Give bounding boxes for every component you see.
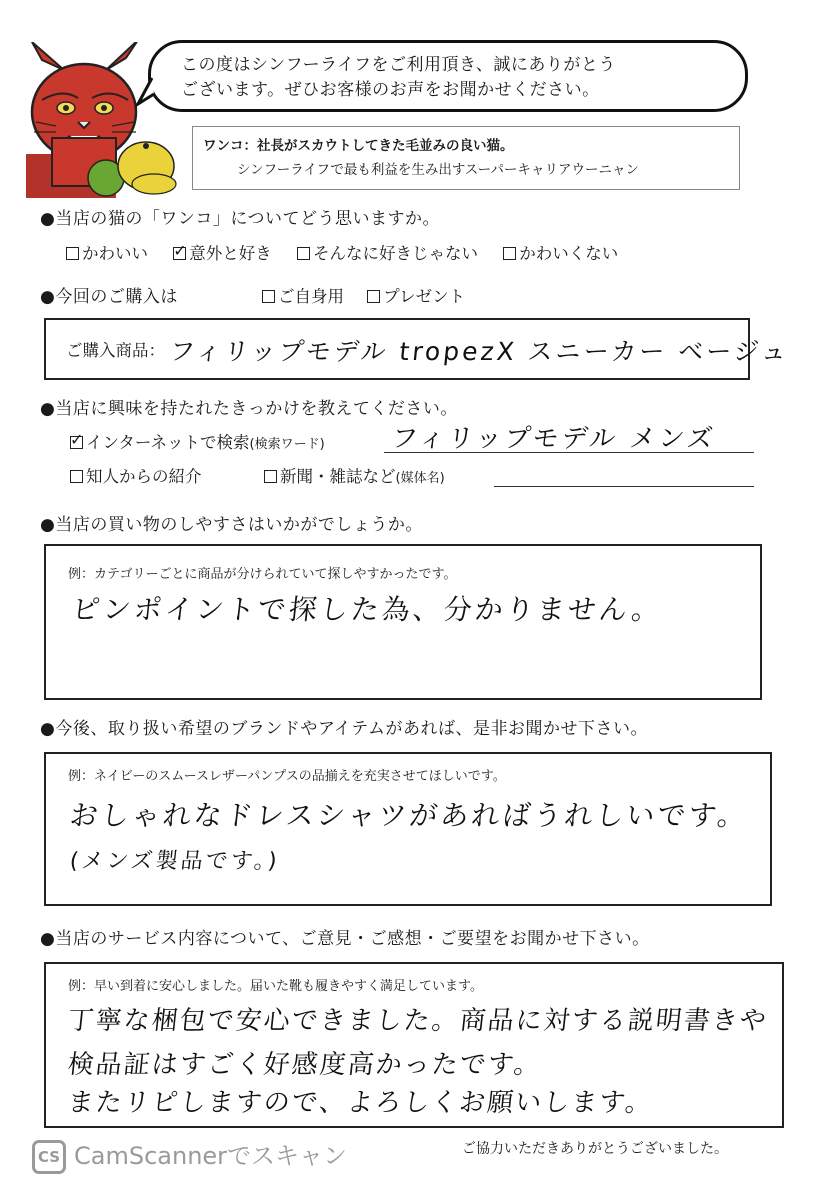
q1-option-cute[interactable]: かわいい (66, 244, 148, 263)
q3-question: ●当店に興味を持たれたきっかけを教えてください。 (40, 399, 458, 419)
q3-option-media[interactable]: 新聞・雑誌など(媒体名) (264, 466, 445, 490)
q2-options (262, 286, 465, 308)
q4-question: ●当店の買い物のしやすさはいかがでしょうか。 (40, 515, 423, 535)
thanks-text: ご協力いただきありがとうございました。 (462, 1141, 728, 1157)
q6-answer-box[interactable] (44, 962, 784, 1128)
greeting-line-1: この度はシンフーライフをご利用頂き、誠にありがとう (181, 55, 616, 75)
mascot-intro-box (192, 126, 740, 190)
product-label: ご購入商品： (66, 341, 165, 360)
greeting-bubble (148, 40, 748, 112)
q5-example: 例：ネイビーのスムースレザーパンプスの品揃えを充実させてほしいです。 (68, 769, 506, 784)
greeting-line-2: ございます。ぜひお客様のお声をお聞かせください。 (181, 80, 600, 100)
q4-answer: ピンポイントで探した為、分かりません。 (70, 593, 665, 626)
q6-answer-line-2: 検品証はすごく好感度高かったです。 (66, 1050, 544, 1080)
q1-option-not-like[interactable]: そんなに好きじゃない (297, 244, 478, 263)
camscanner-watermark (32, 1136, 347, 1174)
q5-answer-line-1: おしゃれなドレスシャツがあればうれしいです。 (68, 799, 750, 832)
product-value[interactable]: フィリップモデル tropezX スニーカー ベージュ (168, 337, 791, 366)
checkbox[interactable] (367, 290, 380, 303)
checkbox[interactable] (70, 470, 83, 483)
q4-example: 例：カテゴリーごとに商品が分けられていて探しやすかったです。 (68, 567, 457, 582)
watermark-text: CamScannerでスキャン (74, 1142, 348, 1170)
q6-question: ●当店のサービス内容について、ご意見・ご感想・ご要望をお聞かせ下さい。 (40, 929, 650, 949)
checkbox[interactable] (66, 247, 79, 260)
media-name-underline (494, 486, 754, 487)
q2-option-self[interactable]: ご自身用 (262, 287, 344, 306)
checkbox[interactable] (503, 247, 516, 260)
q6-answer-line-3: またリピしますので、よろしくお願いします。 (66, 1088, 655, 1118)
q2-question: ●今回のご購入は (40, 287, 178, 307)
bubble-tail (136, 74, 156, 108)
q1-options (66, 243, 618, 265)
camscanner-logo-icon: CS (32, 1140, 66, 1174)
checkbox-checked[interactable] (70, 436, 83, 449)
checkbox-checked[interactable] (173, 247, 186, 260)
q1-question: ●当店の猫の「ワンコ」についてどう思いますか。 (40, 209, 440, 229)
q1-option-not-cute[interactable]: かわいくない (503, 244, 618, 263)
intro-line-1: ワンコ：社長がスカウトしてきた毛並みの良い猫。 (203, 138, 514, 154)
q5-question: ●今後、取り扱い希望のブランドやアイテムがあれば、是非お聞かせ下さい。 (40, 719, 648, 739)
q3-option-friend[interactable]: 知人からの紹介 (70, 466, 202, 488)
product-box (44, 318, 791, 380)
q6-answer-line-1: 丁寧な梱包で安心できました。商品に対する説明書きや (66, 1006, 770, 1036)
search-word-value[interactable]: フィリップモデル メンズ (390, 424, 718, 454)
q4-answer-box[interactable] (44, 544, 762, 700)
checkbox[interactable] (297, 247, 310, 260)
q2-option-gift[interactable]: プレゼント (367, 287, 465, 306)
q5-answer-line-2: (メンズ製品です。) (68, 849, 281, 874)
q6-example: 例：早い到着に安心しました。届いた靴も履きやすく満足しています。 (68, 979, 483, 994)
checkbox[interactable] (262, 290, 275, 303)
q5-answer-box[interactable] (44, 752, 772, 906)
checkbox[interactable] (264, 470, 277, 483)
intro-line-2: シンフーライフで最も利益を生み出すスーパーキャリアウーニャン (237, 162, 639, 178)
q1-option-like[interactable]: ✓ 意外と好き (173, 244, 272, 263)
q3-option-internet[interactable]: ✓インターネットで検索(検索ワード) (70, 432, 325, 456)
